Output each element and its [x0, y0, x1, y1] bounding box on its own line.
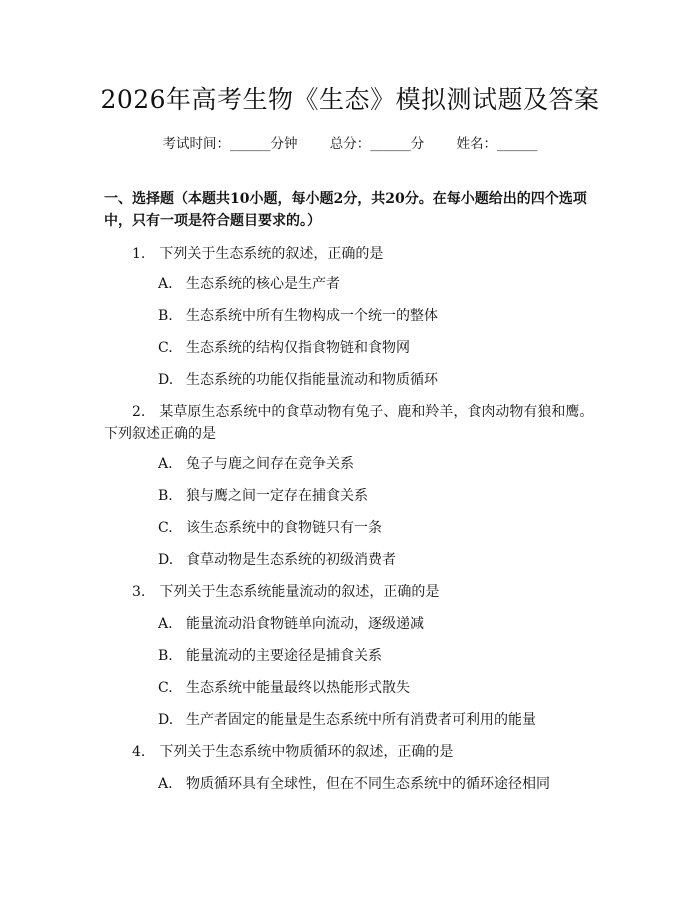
question-4-option-a [158, 774, 598, 794]
option-text: 能量流动的主要途径是捕食关系 [186, 648, 382, 664]
question-4-stem: 4. 下列关于生态系统中物质循环的叙述，正确的是 [132, 744, 454, 760]
option-letter: B. [158, 488, 173, 504]
option-letter: A. [158, 776, 173, 792]
option-letter: D. [158, 712, 174, 728]
option-letter: A. [158, 276, 173, 292]
question-3-option-c [158, 678, 598, 698]
exam-meta [0, 132, 700, 152]
student-name-field: 姓名：______ [456, 136, 538, 152]
question-1-option-a [158, 274, 598, 294]
option-letter: D. [158, 552, 174, 568]
question-2-option-b [158, 486, 598, 506]
section-header: 一、选择题（本题共10小题，每小题2分，共20分。在每小题给出的四个选项中，只有一项是符合题目要求的。） [104, 191, 587, 229]
question-3-stem: 3. 下列关于生态系统能量流动的叙述，正确的是 [132, 584, 440, 600]
option-text: 生态系统中能量最终以热能形式散失 [186, 680, 410, 696]
option-letter: C. [158, 520, 173, 536]
question-1-option-c [158, 338, 598, 358]
page-title: 2026年高考生物《生态》模拟测试题及答案 [100, 85, 600, 114]
option-text: 物质循环具有全球性，但在不同生态系统中的循环途径相同 [186, 776, 550, 792]
option-letter: C. [158, 340, 173, 356]
option-text: 生产者固定的能量是生态系统中所有消费者可利用的能量 [186, 712, 536, 728]
option-text: 食草动物是生态系统的初级消费者 [186, 552, 396, 568]
question-1-option-b [158, 306, 598, 326]
option-letter: D. [158, 372, 174, 388]
question-3-option-d [158, 710, 598, 730]
option-text: 能量流动沿食物链单向流动，逐级递减 [186, 616, 424, 632]
option-letter: A. [158, 456, 173, 472]
option-letter: B. [158, 308, 173, 324]
question-3-option-b [158, 646, 598, 666]
option-text: 生态系统中所有生物构成一个统一的整体 [186, 308, 438, 324]
option-letter: C. [158, 680, 173, 696]
question-1-option-d [158, 370, 598, 390]
option-text: 生态系统的结构仅指食物链和食物网 [186, 340, 410, 356]
option-letter: A. [158, 616, 173, 632]
option-letter: B. [158, 648, 173, 664]
question-2-option-a [158, 454, 598, 474]
total-score-field: 总分：______分 [329, 136, 425, 152]
option-text: 生态系统的核心是生产者 [186, 276, 340, 292]
option-text: 兔子与鹿之间存在竞争关系 [186, 456, 354, 472]
question-1-stem: 1. 下列关于生态系统的叙述，正确的是 [132, 246, 384, 262]
option-text: 该生态系统中的食物链只有一条 [186, 520, 382, 536]
question-2-stem: 2. 某草原生态系统中的食草动物有兔子、鹿和羚羊，食肉动物有狼和鹰。下列叙述正确的是 [104, 404, 594, 442]
question-3-option-a [158, 614, 598, 634]
option-text: 狼与鹰之间一定存在捕食关系 [186, 488, 368, 504]
question-2-option-c [158, 518, 598, 538]
option-text: 生态系统的功能仅指能量流动和物质循环 [186, 372, 438, 388]
question-2-option-d [158, 550, 598, 570]
exam-time-field: 考试时间：______分钟 [162, 136, 298, 152]
